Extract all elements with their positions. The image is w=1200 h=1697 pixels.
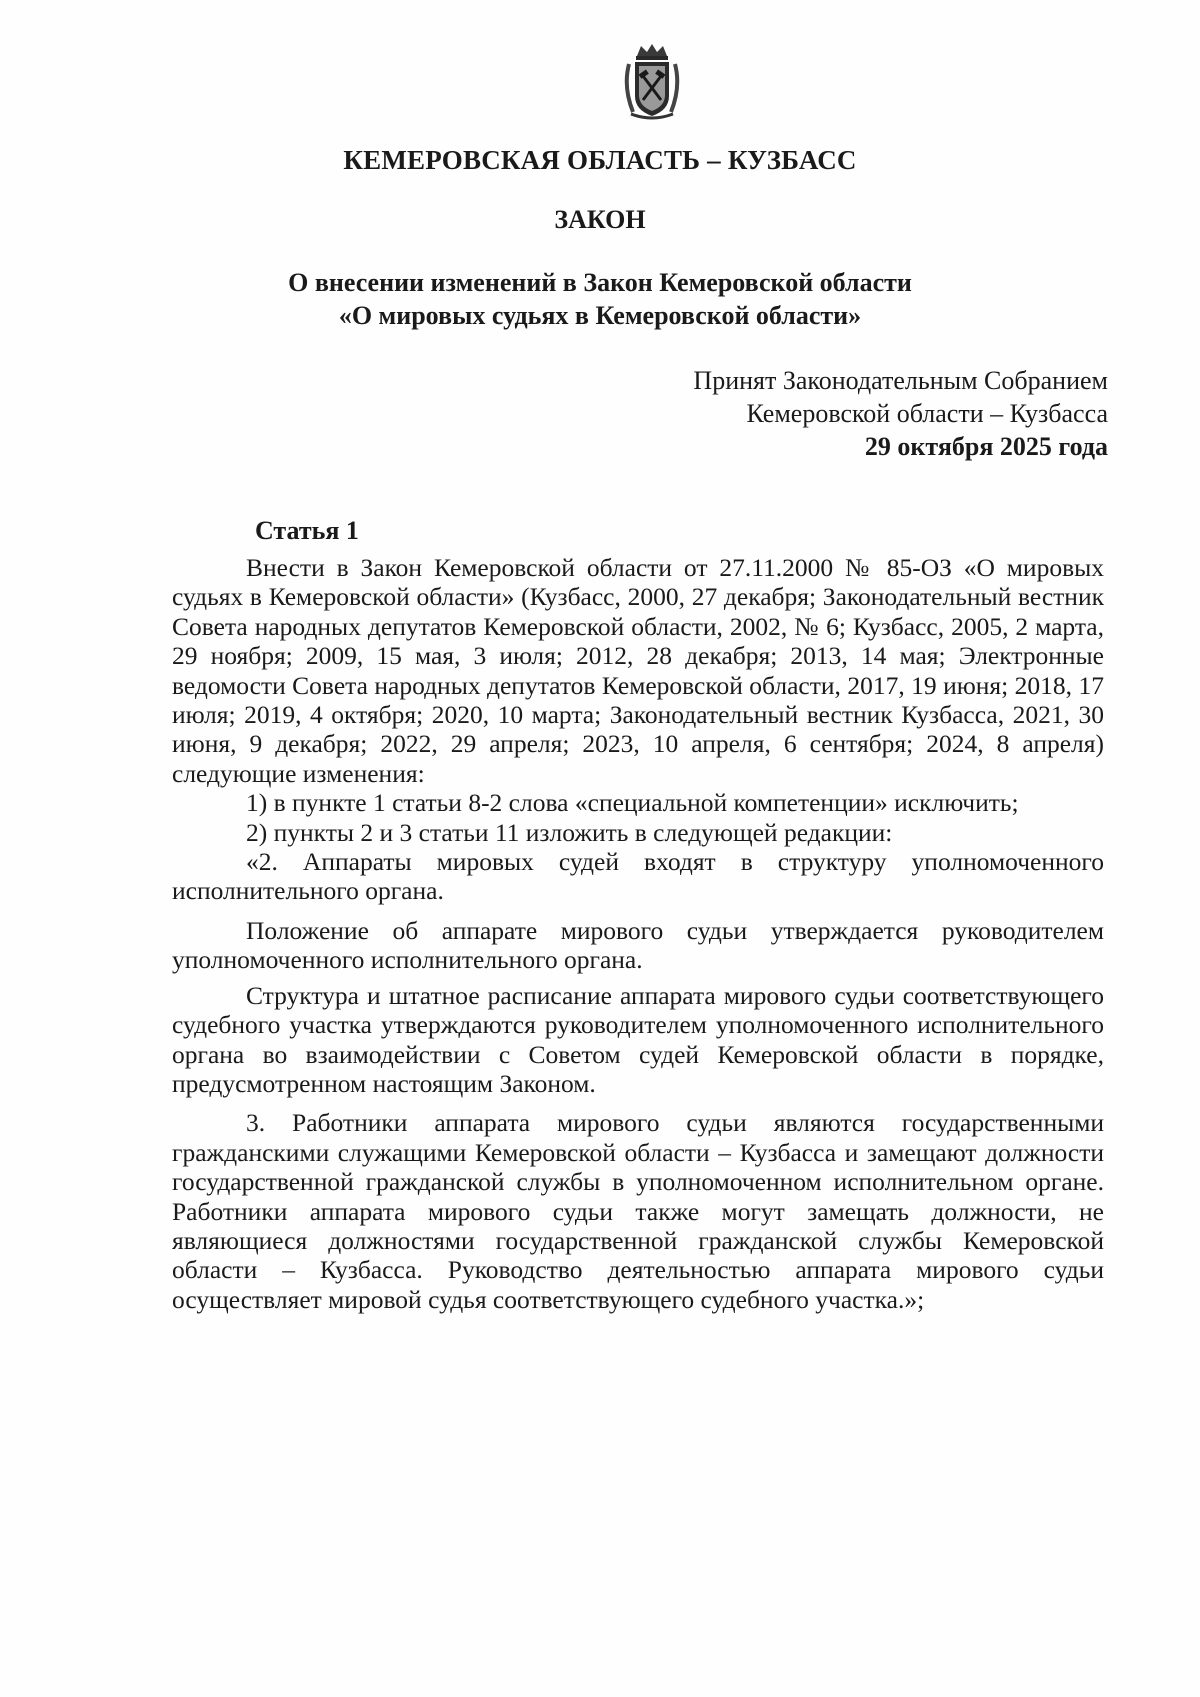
coat-of-arms-emblem [621, 42, 683, 122]
document-type-heading: ЗАКОН [554, 205, 646, 234]
article-paragraph: 1) в пункте 1 статьи 8-2 слова «специальной компетенции» исключить; [246, 788, 1019, 818]
law-title-line-2: «О мировых судьях в Кемеровской области» [338, 301, 862, 330]
law-title-line-1: О внесении изменений в Закон Кемеровской области [288, 268, 912, 297]
article-paragraph: «2. Аппараты мировых судей входят в структуру уполномоченного исполнительного органа. [172, 847, 1104, 906]
law-title [0, 266, 1200, 332]
article-paragraph: 2) пункты 2 и 3 статьи 11 изложить в следующей редакции: [246, 817, 893, 847]
article-heading: Статья 1 [255, 516, 359, 545]
article-body [172, 553, 1104, 1314]
article-paragraph: Структура и штатное расписание аппарата мирового судьи соответствующего судебного участка утверждаются руководителем уполномоченного исполнительного органа во взаимодействии с Советом судей Кемеровской области в порядке, предусмотренном настоящим Законом. [172, 980, 1104, 1098]
adoption-line-1: Принят Законодательным Собранием [693, 366, 1108, 395]
article-paragraph: 3. Работники аппарата мирового судьи являются государственными гражданскими служащими Кемеровской области – Кузбасса и замещают должности государственной гражданской службы в уполномоченном исполнительном органе. Работники аппарата мирового судьи также могут замещать должности, не являющиеся должностями государственной гражданской службы Кемеровской области – Кузбасса. Руководство деятельностью аппарата мирового судьи осуществляет мировой судья соответствующего судебного участка.»; [172, 1108, 1104, 1314]
article-paragraph: Внести в Закон Кемеровской области от 27.11.2000 № 85-ОЗ «О мировых судьях в Кемеровской области» (Кузбасс, 2000, 27 декабря; Законодательный вестник Совета народных депутатов Кемеровской области, 2002, № 6; Кузбасс, 2005, 2 марта, 29 ноября; 2009, 15 мая, 3 июля; 2012, 28 декабря; 2013, 14 мая; Электронные ведомости Совета народных депутатов Кемеровской области, 2017, 19 июня; 2018, 17 июля; 2019, 4 октября; 2020, 10 марта; Законодательный вестник Кузбасса, 2021, 30 июня, 9 декабря; 2022, 29 апреля; 2023, 10 апреля, 6 сентября; 2024, 8 апреля) следующие изменения: [172, 553, 1104, 788]
adoption-line-2: Кемеровской области – Кузбасса [746, 399, 1108, 428]
article-paragraph: Положение об аппарате мирового судьи утверждается руководителем уполномоченного исполнительного органа. [172, 915, 1104, 975]
region-heading: КЕМЕРОВСКАЯ ОБЛАСТЬ – КУЗБАСС [343, 145, 857, 175]
adoption-date: 29 октября 2025 года [864, 432, 1108, 461]
adoption-block [693, 364, 1108, 463]
